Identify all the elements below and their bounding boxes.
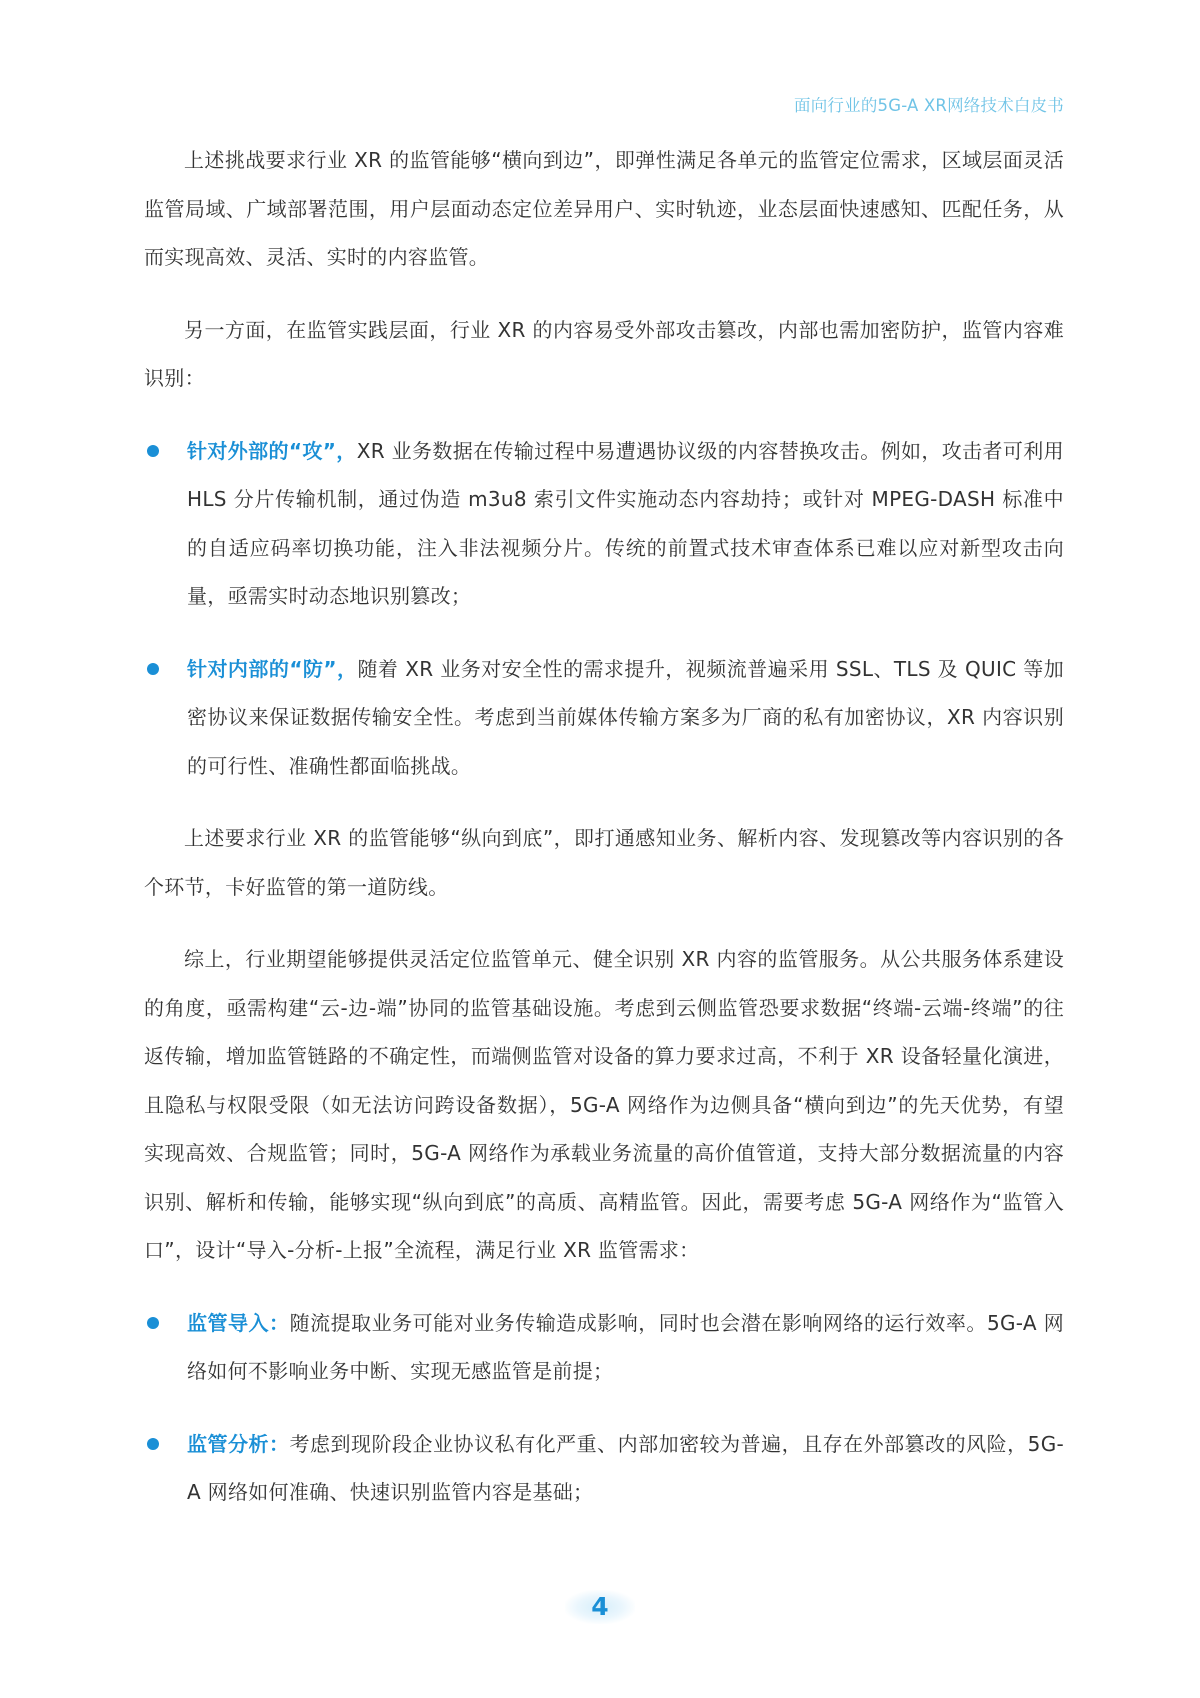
bullet-text: 随流提取业务可能对业务传输造成影响，同时也会潜在影响网络的运行效率。5G-A 网络如何不影响业务中断、实现无感监管是前提； (187, 1310, 1064, 1383)
page-number: 4 (565, 1590, 635, 1624)
supervision-bullet-list (144, 1299, 1064, 1517)
paragraph-vertical-depth: 上述要求行业 XR 的监管能够“纵向到底”，即打通感知业务、解析内容、发现篡改等内容识别的各个环节，卡好监管的第一道防线。 (144, 826, 1064, 899)
bullet-label: 针对内部的“防”， (187, 656, 358, 681)
bullet-text: 随着 XR 业务对安全性的需求提升，视频流普遍采用 SSL、TLS 及 QUIC 等加密协议来保证数据传输安全性。考虑到当前媒体传输方案多为厂商的私有加密协议，XR 内容识别的可行性、准确性都面临挑战。 (187, 656, 1064, 778)
paragraph-horizontal-coverage: 上述挑战要求行业 XR 的监管能够“横向到边”，即弹性满足各单元的监管定位需求，区域层面灵活监管局域、广域部署范围，用户层面动态定位差异用户、实时轨迹，业态层面快速感知、匹配任务，从而实现高效、灵活、实时的内容监管。 (144, 148, 1064, 269)
bullet-label: 监管分析： (187, 1431, 290, 1456)
bullet-dot-icon (147, 663, 159, 675)
document-header-title: 面向行业的5G-A XR网络技术白皮书 (794, 96, 1064, 115)
document-body (144, 136, 1064, 1517)
bullet-dot-icon (147, 1438, 159, 1450)
list-item-internal-defense (144, 645, 1064, 791)
list-item-external-attack (144, 427, 1064, 621)
bullet-text: 考虑到现阶段企业协议私有化严重、内部加密较为普遍，且存在外部篡改的风险，5G-A 网络如何准确、快速识别监管内容是基础； (187, 1431, 1065, 1504)
bullet-label: 监管导入： (187, 1310, 290, 1335)
bullet-dot-icon (147, 445, 159, 457)
bullet-label: 针对外部的“攻”， (187, 438, 357, 463)
challenge-bullet-list (144, 427, 1064, 791)
paragraph-content-recognition-intro: 另一方面，在监管实践层面，行业 XR 的内容易受外部攻击篡改，内部也需加密防护，监管内容难识别： (144, 317, 1064, 390)
bullet-text: XR 业务数据在传输过程中易遭遇协议级的内容替换攻击。例如，攻击者可利用 HLS 分片传输机制，通过伪造 m3u8 索引文件实施动态内容劫持；或针对 MPEG-DASH 标准中的自适应码率切换功能，注入非法视频分片。传统的前置式技术审查体系已难以应对新型攻击向量，亟需实时动态地识别篡改； (187, 438, 1064, 608)
bullet-dot-icon (147, 1317, 159, 1329)
paragraph-summary: 综上，行业期望能够提供灵活定位监管单元、健全识别 XR 内容的监管服务。从公共服务体系建设的角度，亟需构建“云-边-端”协同的监管基础设施。考虑到云侧监管恐要求数据“终端-云端-终端”的往返传输，增加监管链路的不确定性，而端侧监管对设备的算力要求过高，不利于 XR 设备轻量化演进，且隐私与权限受限（如无法访问跨设备数据），5G-A 网络作为边侧具备“横向到边”的先天优势，有望实现高效、合规监管；同时，5G-A 网络作为承载业务流量的高价值管道，支持大部分数据流量的内容识别、解析和传输，能够实现“纵向到底”的高质、高精监管。因此，需要考虑 5G-A 网络作为“监管入口”，设计“导入-分析-上报”全流程，满足行业 XR 监管需求： (144, 947, 1064, 1262)
list-item-supervision-analysis (144, 1420, 1064, 1517)
list-item-supervision-import (144, 1299, 1064, 1396)
